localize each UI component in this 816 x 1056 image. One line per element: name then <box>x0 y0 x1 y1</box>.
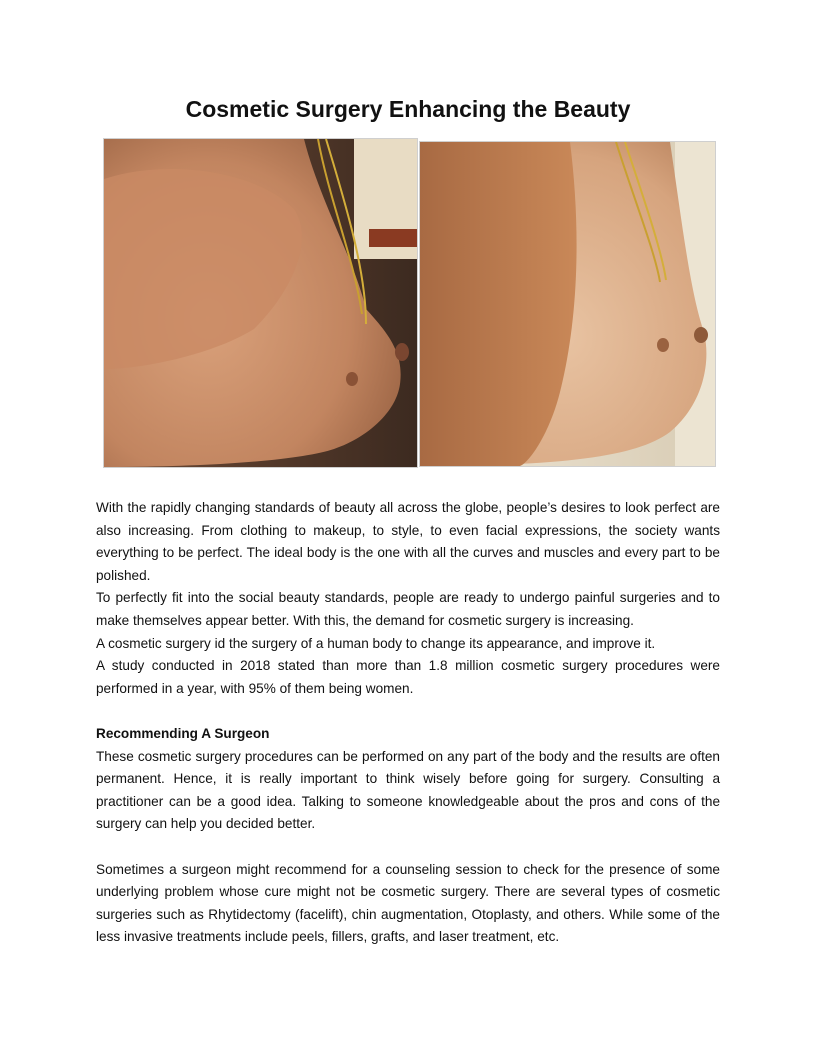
paragraph-gap <box>96 700 720 723</box>
intro-paragraph-4: A study conducted in 2018 stated than more than 1.8 million cosmetic surgery procedures were performed in a year, with 95% of them being women. <box>96 658 720 696</box>
intro-paragraph-1: With the rapidly changing standards of beauty all across the globe, people’s desires to look perfect are also increasing. From clothing to makeup, to style, to even facial expressions, the society wants everything to be perfect. The ideal body is the one with all the curves and muscles and every part to be polished. <box>96 500 720 583</box>
section-paragraph-1: These cosmetic surgery procedures can be performed on any part of the body and the results are often permanent. Hence, it is really important to think wisely before going for surgery. Consulting a practitioner can be a good idea. Talking to someone knowledgeable about the pros and cons of the surgery can help you decided better. <box>96 748 720 832</box>
section-paragraph-2: Sometimes a surgeon might recommend for a counseling session to check for the presence of some underlying problem whose cure might not be cosmetic surgery. There are several types of cosmetic surgeries such as Rhytidectomy (facelift), chin augmentation, Otoplasty, and others. While some of the less invasive treatments include peels, fillers, grafts, and laser treatment, etc. <box>96 861 720 945</box>
page-title: Cosmetic Surgery Enhancing the Beauty <box>185 96 631 122</box>
before-photo <box>103 138 418 468</box>
before-photo-illustration <box>104 139 417 467</box>
section-heading: Recommending A Surgeon <box>96 725 270 741</box>
intro-paragraph-3: A cosmetic surgery id the surgery of a human body to change its appearance, and improve it. <box>96 635 656 651</box>
paragraph-gap <box>96 836 720 859</box>
intro-paragraph-2: To perfectly fit into the social beauty standards, people are ready to undergo painful surgeries and to make themselves appear better. With this, the demand for cosmetic surgery is increasing. <box>96 590 720 628</box>
after-photo <box>419 141 716 467</box>
photo-row <box>103 138 715 468</box>
article-body <box>96 497 720 949</box>
after-photo-illustration <box>420 142 715 466</box>
